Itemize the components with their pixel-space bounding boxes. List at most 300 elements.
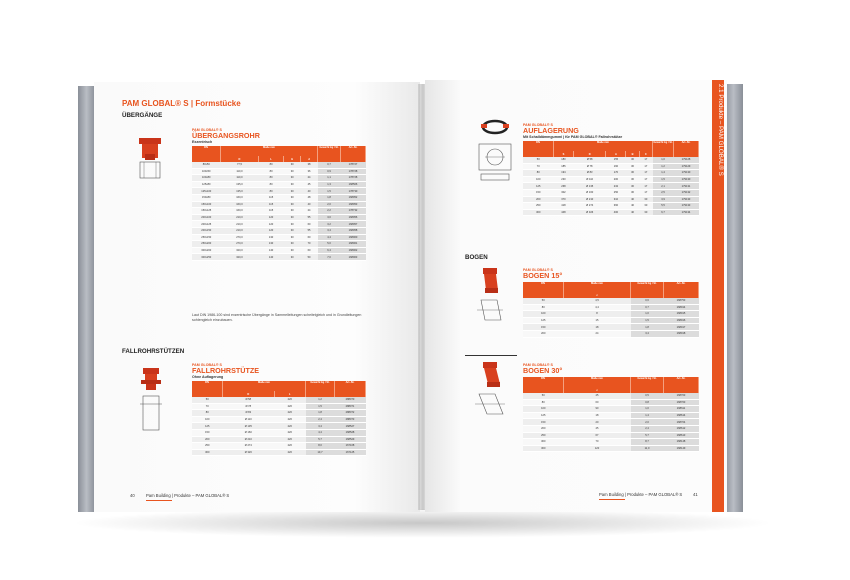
table-cell: 30 [284,181,301,188]
table-row [192,168,366,175]
table-cell: 160,0 [221,201,259,208]
table-cell: 288071 [335,403,366,410]
table-cell: Ø 210 [223,436,275,443]
footer-page-number: 40 [130,493,135,498]
table-cell: 8,0 [306,443,335,450]
table-row [523,183,699,190]
table-row [192,247,366,254]
table-cell: 168704 [664,419,699,426]
sub-d: D [221,156,259,162]
col-masse: Maße mm [564,377,631,387]
table-row [192,416,366,423]
section-divider [465,355,517,356]
book-shadow [70,508,775,538]
table-cell: 80 [258,168,283,175]
table-cell: 3,9 [653,196,674,203]
table-cell: 210,0 [221,227,259,234]
table-cell: 4,4 [318,234,341,241]
table-row [523,419,699,426]
col-artnr: Art.-Nr. [335,381,366,397]
col-artnr: Art.-Nr. [664,282,699,298]
table-cell: 160,0 [221,194,259,201]
table-cell: 178728 [341,175,366,182]
table-cell: 5,0 [318,241,341,248]
table-cell: 40 [626,203,639,210]
table-cell: 30 [626,163,639,170]
table-cell: 1,2 [306,397,335,403]
table-cell: 220 [274,403,306,410]
table-cell: 7,0 [318,254,341,261]
table-cell: 185 [554,163,574,170]
table-cell: 120 [258,214,283,221]
table-cell: 179128 [674,157,699,163]
table-cell: Ø 160 [223,429,275,436]
table-cell: 179132 [674,189,699,196]
table-row [523,196,699,203]
table-cell: 80 [523,399,564,406]
table-cell: 120 [258,221,283,228]
sub-a: A [606,151,626,157]
table-cell: 30 [626,170,639,177]
table-cell: 2,1 [653,183,674,190]
table-cell: 400 [606,209,626,216]
table-cell: 5,7 [631,432,664,439]
col-gewicht: Gewicht kg / St. [318,146,341,162]
table-cell: 194 [554,170,574,177]
table-cell: 125 [523,317,564,324]
product-subtitle: Ohne Auflagerung [192,375,224,379]
table-cell: 40 [301,201,318,208]
col-dn: DN [523,282,564,298]
sub-dsmall: d [301,156,318,162]
table-cell: 4,5 [564,298,631,304]
table-row [523,432,699,439]
table-cell: 40 [626,196,639,203]
table-row [192,254,366,261]
table-cell: 230 [554,176,574,183]
table-cell: 168958 [341,227,366,234]
table-cell: Ø 274 [573,203,606,210]
table-cell: 8,7 [631,439,664,446]
table-cell: 418 [554,203,574,210]
table-row [523,311,699,318]
col-artnr: Art.-Nr. [674,141,699,157]
table-cell: 300 [192,449,223,456]
table-row [192,194,366,201]
table-cell: 1,5 [306,403,335,410]
table-row [192,436,366,443]
table-cell: 80 [258,188,283,195]
table-cell: 50 [523,298,564,304]
table-cell: 250 [606,189,626,196]
table-cell: Ø 83 [223,410,275,417]
sub-c: C [639,151,652,157]
bogen-30-rows [523,393,699,452]
table-row [523,163,699,170]
table-cell: 288073 [335,416,366,423]
table-row [192,227,366,234]
table-cell: 3,4 [318,227,341,234]
table-cell: 0,7 [631,304,664,311]
table-cell: 17 [639,183,652,190]
table-cell: 1,8 [631,324,664,331]
table-row [192,214,366,221]
product-brand: PAM GLOBAL® S [523,123,553,127]
table-row [192,429,366,436]
product-fallrohrstuetze [192,363,366,456]
table-row [192,241,366,248]
table-cell: Ø 110 [223,416,275,423]
table-cell: 120 [564,445,631,452]
table-row [192,234,366,241]
table-cell: 178727 [341,162,366,168]
sub-b: B [626,151,639,157]
table-cell: 40 [301,188,318,195]
table-cell: 17 [639,189,652,196]
table-cell: 1,8 [306,410,335,417]
table-cell: 168149 [664,445,699,452]
table-cell: 60 [301,247,318,254]
table-cell: Ø 78 [223,403,275,410]
table-cell: 20 [564,419,631,426]
table-cell: 1,4 [631,412,664,419]
table-cell: 5,5 [653,203,674,210]
table-cell: 300 [523,445,564,452]
table-row [192,208,366,215]
table-cell: Ø 160 [573,189,606,196]
table-cell: 250x150 [192,234,221,241]
table-row [523,304,699,311]
sub-l: L [274,391,306,397]
table-cell: 250x200 [192,241,221,248]
left-page [94,82,420,512]
table-row [523,170,699,177]
chapter-label [712,80,724,280]
table-cell: 50 [523,157,554,163]
table-row [523,445,699,452]
table-cell: 168960 [341,234,366,241]
table-cell: 0,7 [318,162,341,168]
col-masse: Maße mm [564,282,631,292]
table-cell: 370 [554,196,574,203]
col-masse: Maße mm [223,381,306,391]
table-cell: 30 [284,241,301,248]
table-cell: 270,0 [221,234,259,241]
table-cell: 250 [523,432,564,439]
table-cell: 200x125 [192,221,221,228]
table-cell: 1,4 [653,170,674,177]
table-cell: 168956 [341,214,366,221]
table-cell: Ø 210 [573,196,606,203]
table-row [523,399,699,406]
col-dn: DN [523,141,554,157]
table-cell: 15 [564,317,631,324]
table-cell: 130 [258,234,283,241]
table-cell: 302 [554,189,574,196]
table-cell: 50 [192,397,223,403]
table-row [192,221,366,228]
sub-z: z [564,292,631,298]
sub-s: S [554,151,574,157]
table-row [192,410,366,417]
table-cell: 90 [564,406,631,413]
table-cell: 30 [639,203,652,210]
table-cell: 30 [284,254,301,261]
table-cell: Ø 135 [573,183,606,190]
table-cell: 30 [626,183,639,190]
table-cell: 168612 [664,425,699,432]
table-cell: 0,8 [631,399,664,406]
col-gewicht: Gewicht kg / St. [631,282,664,298]
uebergangsrohr-table [192,146,366,261]
table-cell: 135,0 [221,188,259,195]
table-cell: 125 [523,183,554,190]
table-cell: 1,0 [653,157,674,163]
col-masse: Maße mm [221,146,318,156]
page-header: PAM GLOBAL® S | Formstücke [122,99,241,108]
sub-d: D [223,391,275,397]
table-cell: 2,5 [653,189,674,196]
table-cell: 2,4 [306,416,335,423]
table-cell: 168753 [664,298,699,304]
table-cell: 310 [606,196,626,203]
table-cell: 80 [258,162,283,168]
table-cell: 70 [301,241,318,248]
table-cell: 30 [639,196,652,203]
table-cell: 320,0 [221,247,259,254]
table-cell: 150x80 [192,194,221,201]
sub-l: L [258,156,283,162]
table-cell: 24 [301,175,318,182]
table-cell: 30 [284,234,301,241]
table-cell: 360 [606,203,626,210]
table-cell: 168613 [664,432,699,439]
col-dn: DN [523,377,564,393]
section-fallrohrstuetzen: FALLROHRSTÜTZEN [122,348,185,355]
table-cell: 168953 [341,201,366,208]
product-title: BOGEN 30° [523,366,563,375]
table-cell: 30 [284,227,301,234]
table-cell: 168527 [335,423,366,430]
product-title: AUFLAGERUNG [523,126,579,135]
table-cell: 115 [258,201,283,208]
table-cell: 5,7 [306,436,335,443]
table-cell: 110,0 [221,168,259,175]
table-cell: 45 [301,181,318,188]
table-cell: Ø 83 [573,170,606,177]
table-cell: 30 [284,162,301,168]
table-cell: 130 [258,241,283,248]
table-cell: 1,0 [631,406,664,413]
table-cell: 125x100 [192,188,221,195]
product-auflagerung [523,123,699,216]
table-cell: 80 [258,181,283,188]
table-row [523,176,699,183]
table-cell: 1,5 [631,317,664,324]
table-cell: 55 [301,227,318,234]
table-cell: 250 [192,443,223,450]
table-cell: 180 [554,157,574,163]
table-cell: 30 [626,176,639,183]
table-cell: 250 [523,203,554,210]
table-cell: Ø 135 [223,423,275,430]
table-cell: 60 [564,399,631,406]
table-cell: 200 [192,436,223,443]
table-cell: 179131 [674,183,699,190]
table-cell: 210,0 [221,214,259,221]
table-cell: 55 [301,214,318,221]
table-cell: Ø 58 [223,397,275,403]
table-cell: 30 [284,208,301,215]
bogen-15-rows [523,298,699,337]
table-cell: 30 [284,168,301,175]
table-cell: 30 [284,201,301,208]
table-cell: 30 [639,209,652,216]
table-cell: 168952 [341,194,366,201]
table-cell: 179134 [674,209,699,216]
table-cell: 150 [523,189,554,196]
table-cell: 168529 [335,436,366,443]
table-cell: 168763 [664,399,699,406]
table-cell: 448 [554,209,574,216]
table-cell: 50 [523,393,564,399]
table-cell: 48 [301,194,318,201]
table-cell: 220 [274,429,306,436]
table-cell: 38 [301,162,318,168]
table-cell: 4,4 [564,304,631,311]
table-row [192,403,366,410]
table-cell: 17 [639,157,652,163]
table-cell: 168914 [664,304,699,311]
table-cell: 3,2 [318,221,341,228]
uebergangsrohr-rows [192,162,366,260]
table-cell: 17 [639,176,652,183]
table-cell: 77,5 [221,162,259,168]
table-cell: 10,7 [306,449,335,456]
table-cell: 170 [606,170,626,177]
table-cell: 3,4 [631,330,664,337]
table-cell: Ø 326 [573,209,606,216]
table-cell: 1,3 [318,181,341,188]
table-cell: 80 [523,170,554,177]
table-row [523,324,699,331]
col-masse: Maße mm [554,141,653,151]
sub-z: z [564,387,631,393]
table-cell: 168918 [664,330,699,337]
table-cell: 2,4 [631,425,664,432]
table-cell: 168148 [664,439,699,446]
product-brand: PAM GLOBAL® S [523,363,553,367]
table-cell: 120 [258,227,283,234]
product-bogen-15 [523,268,699,338]
table-cell: 100x80 [192,175,221,182]
table-cell: 30 [626,157,639,163]
table-cell: 150 [523,419,564,426]
table-cell: 200 [523,330,564,337]
table-cell: 60 [301,221,318,228]
table-cell: 2,0 [631,419,664,426]
right-page [425,80,727,512]
table-cell: 110,0 [221,175,259,182]
product-title: FALLROHRSTÜTZE [192,366,260,375]
table-cell: 168915 [664,311,699,318]
table-cell: 288072 [335,410,366,417]
table-cell: 200 [523,425,564,432]
table-cell: 18 [564,324,631,331]
table-cell: 2,2 [318,208,341,215]
table-row [192,443,366,450]
table-row [523,330,699,337]
product-brand: PAM GLOBAL® S [523,268,553,272]
col-dn: DN [192,381,223,397]
table-cell: 167125 [335,449,366,456]
table-row [523,189,699,196]
table-row [523,203,699,210]
footer-rule [146,500,172,501]
product-brand: PAM GLOBAL® S [192,363,222,367]
table-cell: 80x50 [192,162,221,168]
table-cell: 6,7 [653,209,674,216]
footer-rule [599,499,625,500]
table-cell: 220 [274,397,306,403]
reducer-pipe-icon [130,132,170,182]
sub-h: H [284,156,301,162]
sub-d: D [573,151,606,157]
table-cell: 17 [639,170,652,177]
table-cell: 8 [564,311,631,318]
table-cell: 17 [639,163,652,170]
table-cell: 220 [274,443,306,450]
table-cell: 3,0 [318,214,341,221]
product-subtitle: Mit Schalldämmgummi | für PAM GLOBAL® Fallrohrstütze [523,135,623,139]
table-cell: 0,6 [631,298,664,304]
table-cell: 1,1 [318,175,341,182]
table-cell: 70 [192,403,223,410]
table-cell: 60 [301,234,318,241]
table-cell: 100 [523,311,564,318]
table-cell: 160,0 [221,208,259,215]
table-cell: Ø 58 [573,157,606,163]
table-cell: 179130 [674,170,699,177]
table-cell: 100 [523,176,554,183]
table-cell: 0,5 [631,393,664,399]
table-cell: 179130 [674,176,699,183]
table-cell: 300x250 [192,254,221,261]
table-cell: 168614 [664,412,699,419]
table-cell: 18 [564,412,631,419]
table-cell: 167108 [335,443,366,450]
table-cell: 155 [606,157,626,163]
table-cell: 40 [626,209,639,216]
table-row [523,425,699,432]
table-cell: 150x100 [192,201,221,208]
auflagerung-rows [523,157,699,216]
table-row [523,439,699,446]
table-row [192,181,366,188]
table-cell: 150 [192,429,223,436]
table-cell: 100 [523,406,564,413]
table-cell: 125 [192,423,223,430]
table-row [523,406,699,413]
table-cell: 30 [284,194,301,201]
table-cell: 220 [274,436,306,443]
table-cell: 100 [192,416,223,423]
table-cell: 80 [192,410,223,417]
table-cell: 200x100 [192,214,221,221]
footer-text: Pam Building | Produkte – PAM GLOBAL® S [146,493,230,498]
table-cell: 232 [606,183,626,190]
table-cell: 200 [606,176,626,183]
